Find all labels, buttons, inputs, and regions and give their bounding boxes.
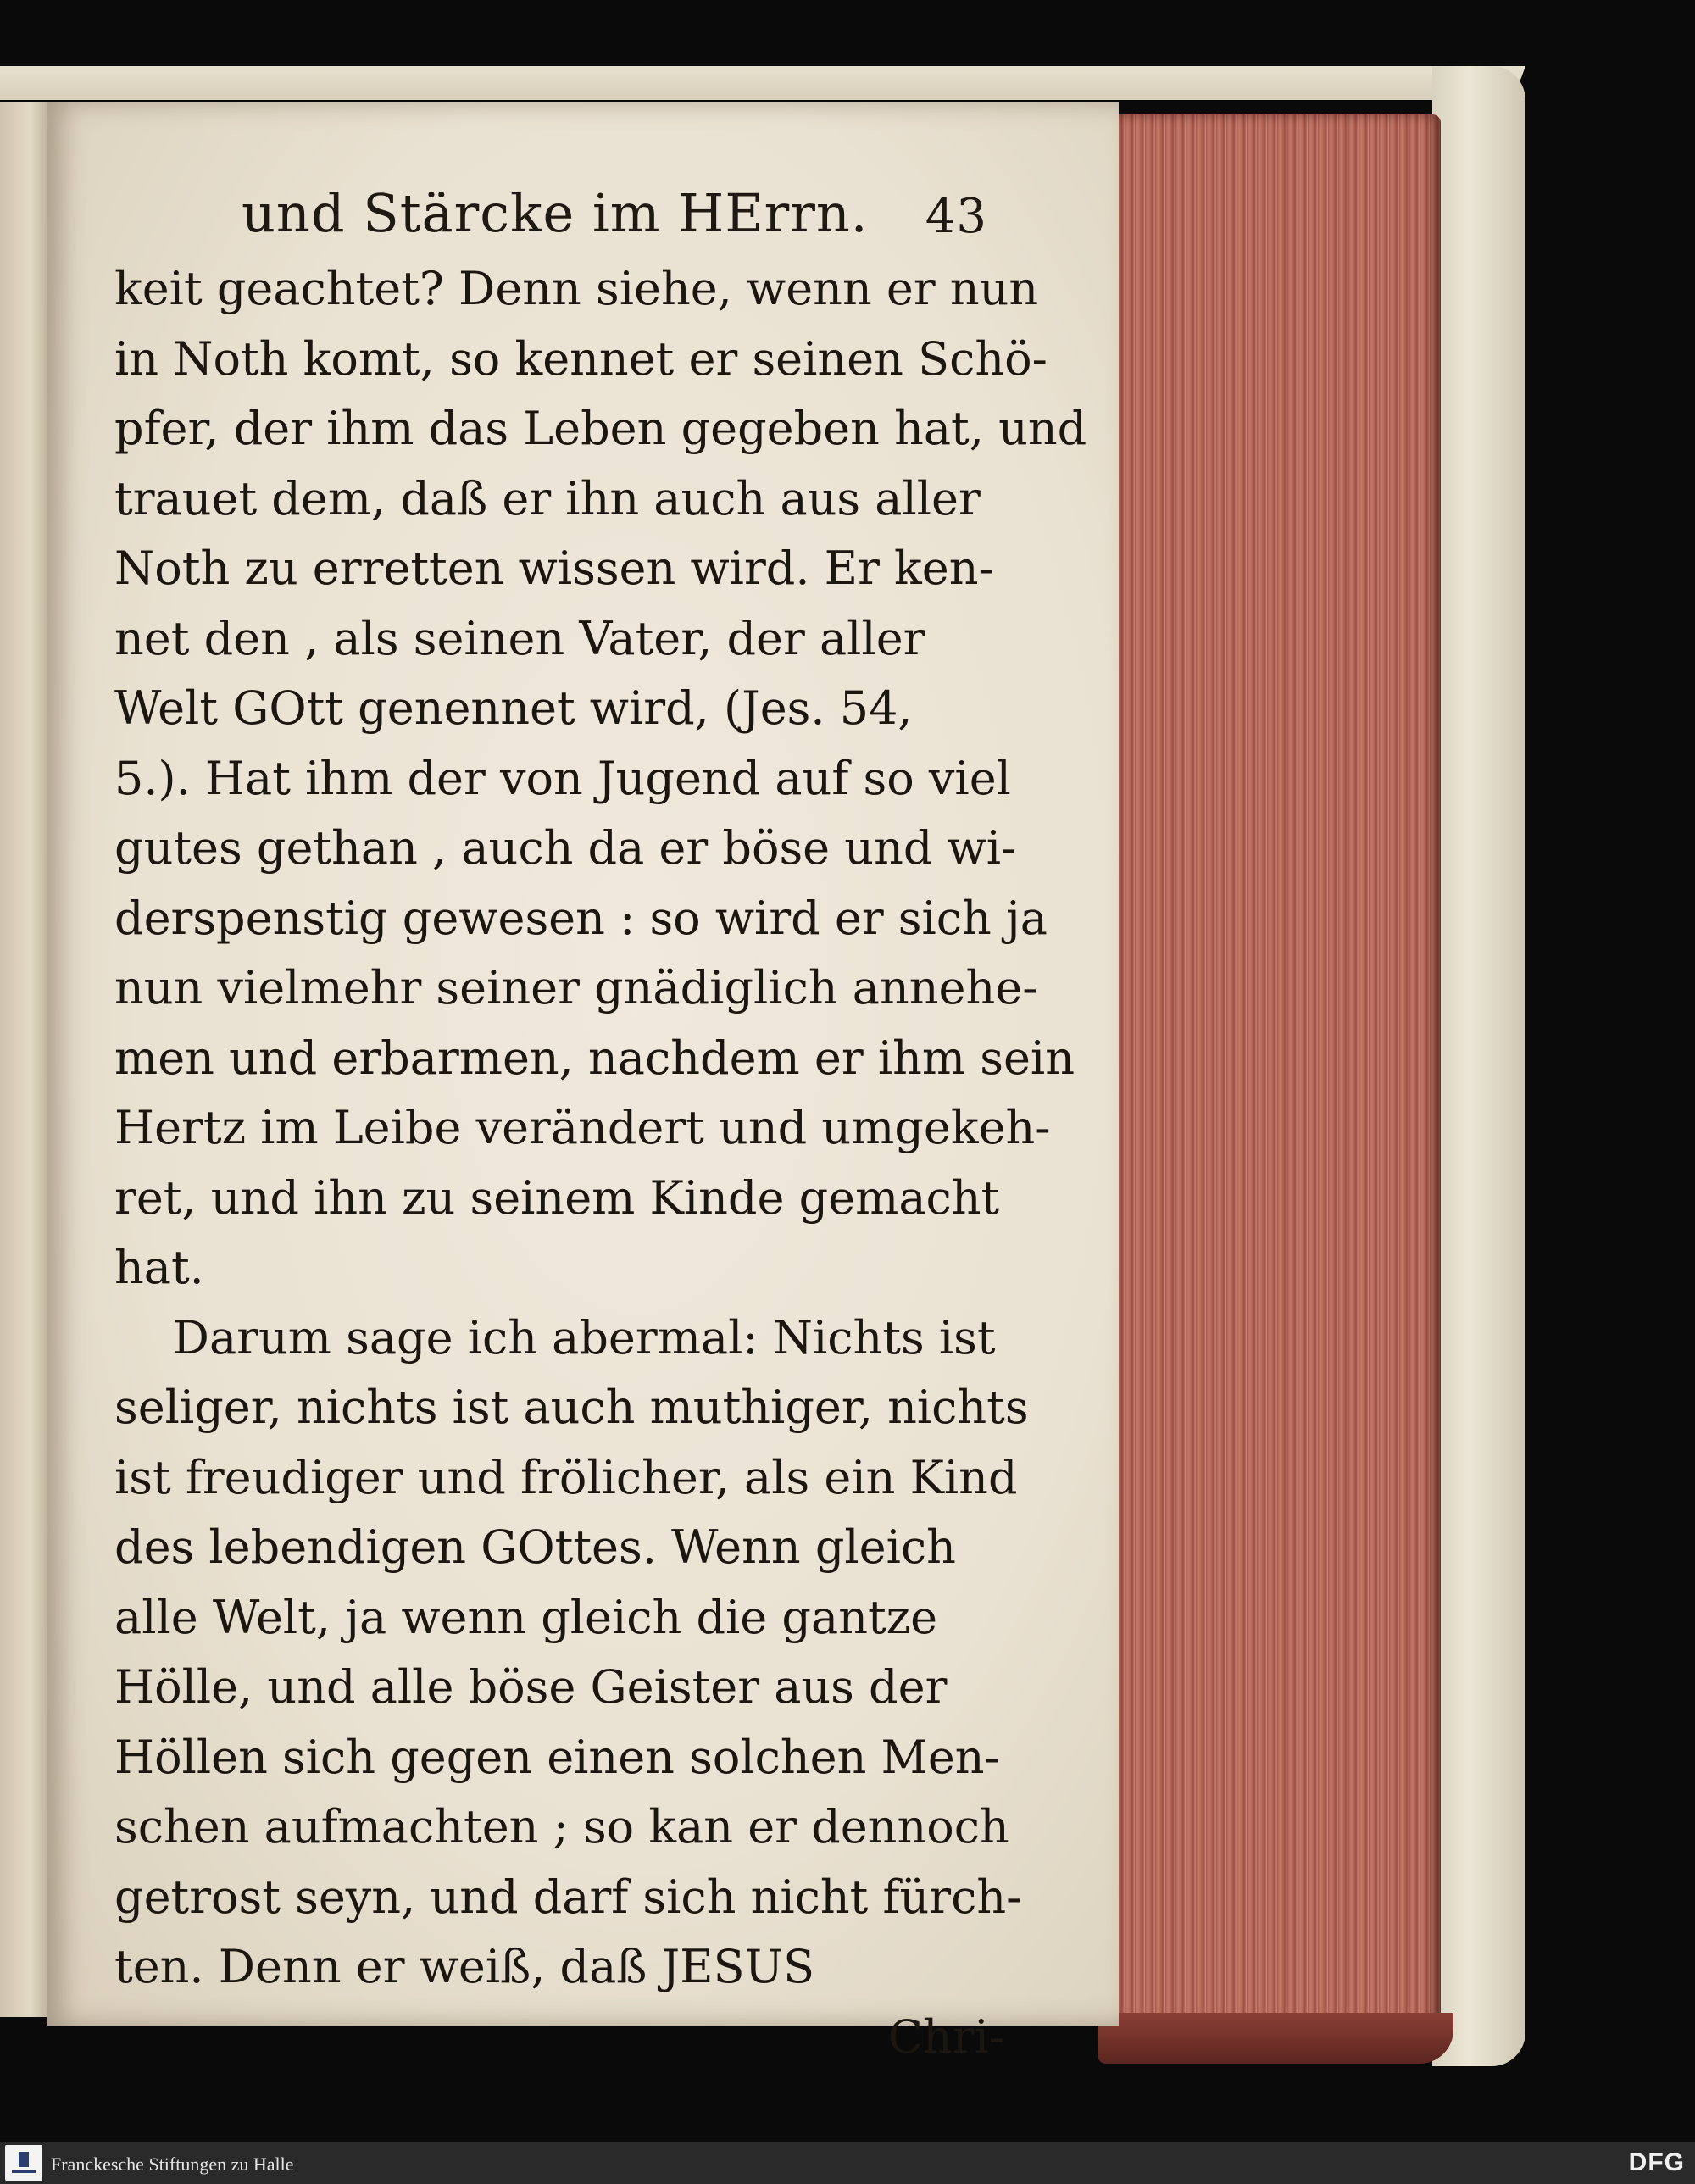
- text-line: hat.: [114, 1241, 204, 1294]
- text-line: getrost seyn, und darf sich nicht fürch-: [114, 1870, 1022, 1924]
- catchword: Chri-: [887, 2009, 1004, 2064]
- red-page-edges: [1114, 114, 1441, 2064]
- text-line: derspenstig gewesen : so wird er sich ja: [114, 891, 1048, 945]
- page-number: 43: [925, 189, 987, 244]
- text-line: nun vielmehr seiner gnädiglich annehe-: [114, 961, 1038, 1014]
- text-line: in Noth komt, so kennet er seinen Schö-: [114, 331, 1048, 386]
- footer-bar: [0, 2142, 1695, 2184]
- text-line: alle Welt, ja wenn gleich die gantze: [114, 1590, 938, 1644]
- text-line: des lebendigen GOttes. Wenn gleich: [114, 1520, 956, 1574]
- text-line: Hertz im Leibe verändert und umgekeh-: [114, 1101, 1051, 1154]
- text-line: ist freudiger und frölicher, als ein Kind: [114, 1450, 1018, 1504]
- text-line: men und erbarmen, nachdem er ihm sein: [114, 1031, 1075, 1085]
- institution-logo-icon: [5, 2145, 42, 2181]
- text-line: net den , als seinen Vater, der aller: [114, 611, 925, 665]
- text-line: pfer, der ihm das Leben gegeben hat, und: [114, 402, 1087, 455]
- dfg-logo: DFG: [1628, 2148, 1685, 2176]
- institution-name: Franckesche Stiftungen zu Halle: [51, 2153, 294, 2175]
- text-line: seliger, nichts ist auch muthiger, nichts: [114, 1381, 1029, 1434]
- text-line: schen aufmachten ; so kan er dennoch: [114, 1800, 1009, 1853]
- text-line: ten. Denn er weiß, daß JESUS: [114, 1940, 815, 1993]
- running-head: [242, 174, 987, 250]
- text-line: Darum sage ich abermal: Nichts ist: [114, 1310, 996, 1364]
- text-line: ret, und ihn zu seinem Kinde gemacht: [114, 1170, 1000, 1225]
- text-line: Höllen sich gegen einen solchen Men-: [114, 1730, 1000, 1784]
- body-text: [114, 254, 1087, 2072]
- text-line: trauet dem, daß er ihn auch aus aller: [114, 471, 981, 525]
- page-block-bottom: [1098, 2013, 1453, 2064]
- text-line: Hölle, und alle böse Geister aus der: [114, 1660, 948, 1714]
- running-title: und Stärcke im HErrn.: [242, 182, 869, 244]
- book-cover-top: [0, 66, 1526, 100]
- text-line: 5.). Hat ihm der von Jugend auf so viel: [114, 751, 1011, 805]
- text-line: Noth zu erretten wissen wird. Er ken-: [114, 542, 994, 595]
- text-line: Welt GOtt genennet wird, (Jes. 54,: [114, 681, 913, 735]
- text-line: keit geachtet? Denn siehe, wenn er nun: [114, 262, 1039, 315]
- text-line: gutes gethan , auch da er böse und wi-: [114, 821, 1017, 875]
- book-cover-back: [1432, 66, 1526, 2066]
- facing-page-edge: [0, 102, 51, 2017]
